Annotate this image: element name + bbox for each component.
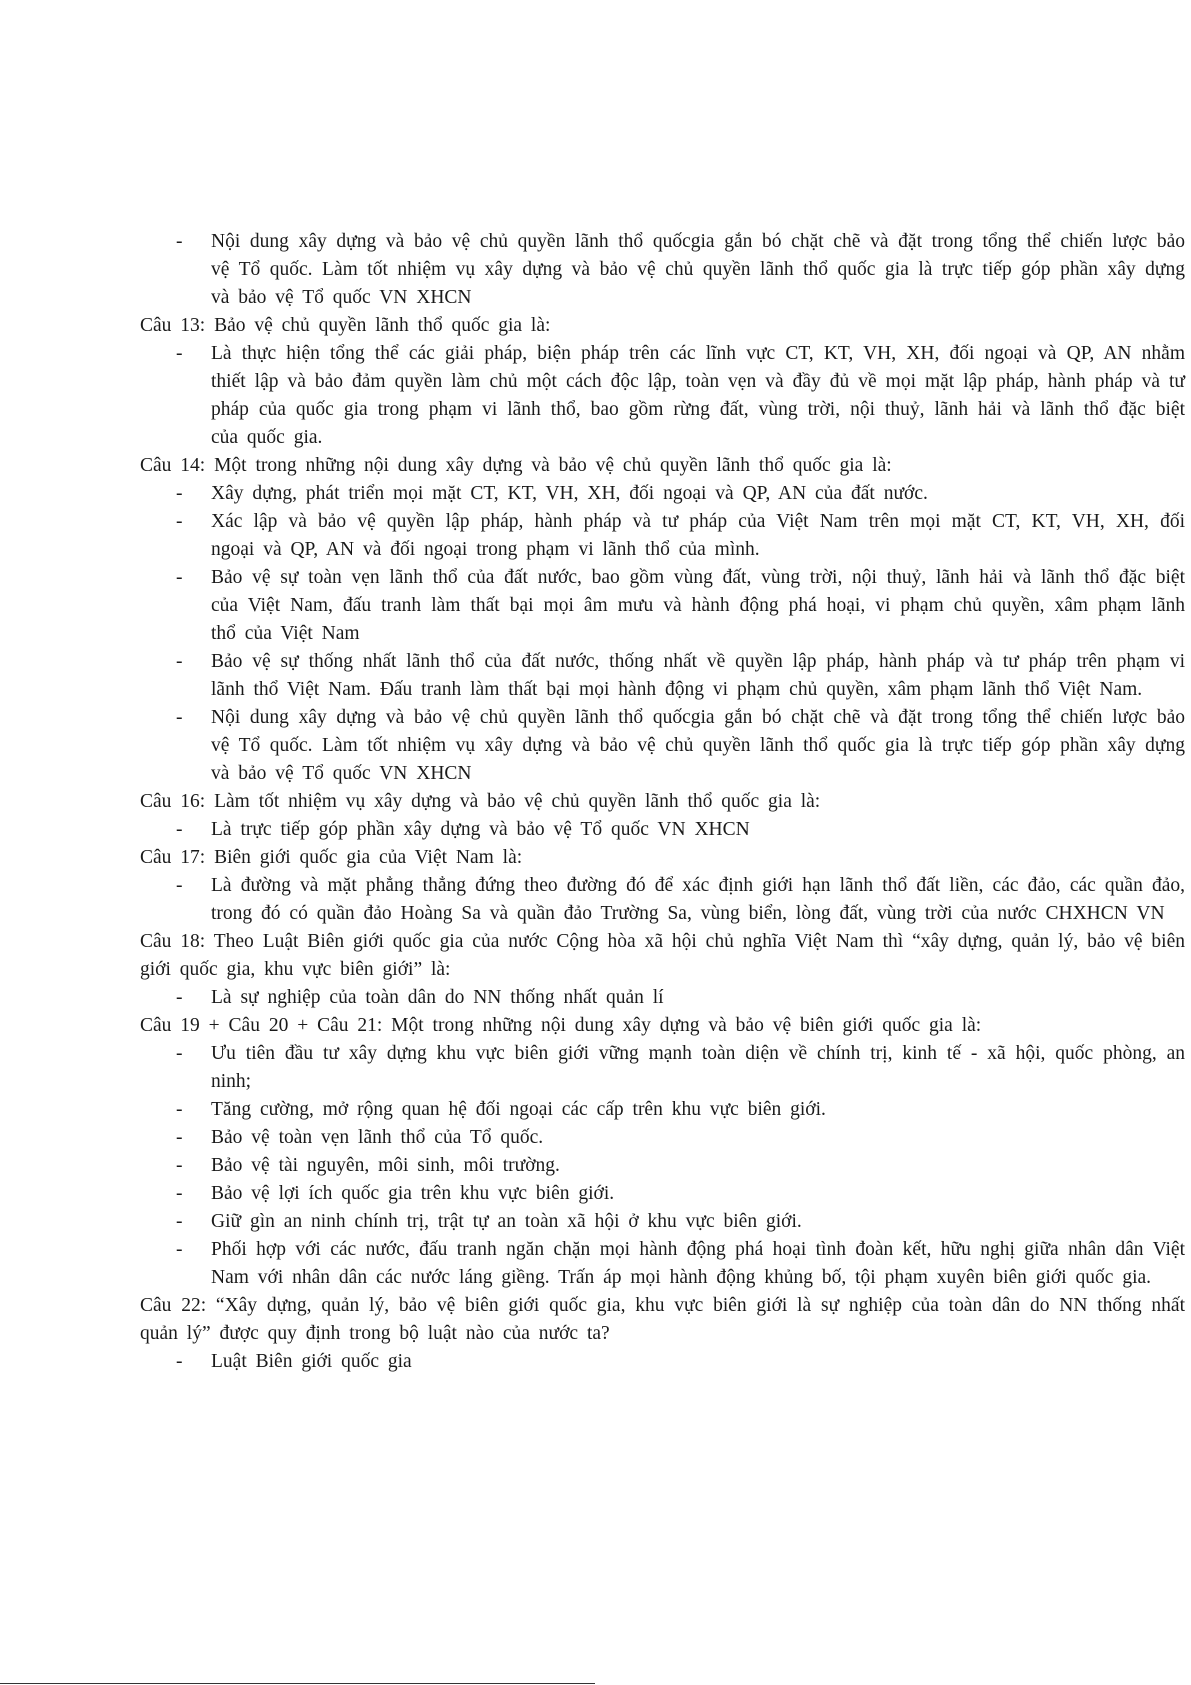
answer-item xyxy=(140,564,1185,648)
bullet-dash: - xyxy=(176,1351,183,1372)
answer-item xyxy=(140,1096,1185,1124)
answer-text: Là thực hiện tổng thể các giải pháp, biện pháp trên các lĩnh vực CT, KT, VH, XH, đối ngoại và QP, AN nhằm thiết lập và bảo đảm quyền làm chủ một cách độc lập, toàn vẹn và đầy đủ về mọi mặt lập pháp, hành pháp và tư pháp của quốc gia trong phạm vi lãnh thổ, bao gồm rừng đất, vùng trời, nội thuỷ, lãnh hải và lãnh thổ đặc biệt của quốc gia. xyxy=(211,343,1185,448)
document-body xyxy=(140,228,1185,1376)
bullet-dash: - xyxy=(176,1099,183,1120)
question-heading: Câu 14: Một trong những nội dung xây dựng và bảo vệ chủ quyền lãnh thổ quốc gia là: xyxy=(140,455,892,476)
bullet-dash: - xyxy=(176,1183,183,1204)
answer-text: Luật Biên giới quốc gia xyxy=(211,1351,412,1372)
answer-item xyxy=(140,1348,1185,1376)
bullet-dash: - xyxy=(176,819,183,840)
question-heading: Câu 13: Bảo vệ chủ quyền lãnh thổ quốc gia là: xyxy=(140,315,551,336)
bullet-dash: - xyxy=(176,987,183,1008)
answer-item xyxy=(140,984,1185,1012)
answer-text: Phối hợp với các nước, đấu tranh ngăn chặn mọi hành động phá hoại tình đoàn kết, hữu nghị giữa nhân dân Việt Nam với nhân dân các nước láng giềng. Trấn áp mọi hành động khủng bố, tội phạm xuyên biên giới quốc gia. xyxy=(211,1239,1185,1288)
question-heading: Câu 18: Theo Luật Biên giới quốc gia của nước Cộng hòa xã hội chủ nghĩa Việt Nam thì “xây dựng, quản lý, bảo vệ biên giới quốc gia, khu vực biên giới” là: xyxy=(140,931,1185,980)
bullet-dash: - xyxy=(176,1127,183,1148)
question-heading: Câu 19 + Câu 20 + Câu 21: Một trong những nội dung xây dựng và bảo vệ biên giới quốc gia là: xyxy=(140,1015,982,1036)
answer-text: Bảo vệ lợi ích quốc gia trên khu vực biên giới. xyxy=(211,1183,615,1204)
bullet-dash: - xyxy=(176,875,183,896)
answer-text: Là trực tiếp góp phần xây dựng và bảo vệ Tổ quốc VN XHCN xyxy=(211,819,750,840)
answer-text: Là sự nghiệp của toàn dân do NN thống nhất quản lí xyxy=(211,987,664,1008)
answer-text: Bảo vệ tài nguyên, môi sinh, môi trường. xyxy=(211,1155,560,1176)
question-heading: Câu 22: “Xây dựng, quản lý, bảo vệ biên giới quốc gia, khu vực biên giới là sự nghiệp của toàn dân do NN thống nhất quản lý” được quy định trong bộ luật nào của nước ta? xyxy=(140,1295,1185,1344)
bullet-dash: - xyxy=(176,483,183,504)
question-heading: Câu 16: Làm tốt nhiệm vụ xây dựng và bảo vệ chủ quyền lãnh thổ quốc gia là: xyxy=(140,791,821,812)
answer-item xyxy=(140,340,1185,452)
answer-text: Giữ gìn an ninh chính trị, trật tự an toàn xã hội ở khu vực biên giới. xyxy=(211,1211,802,1232)
bullet-dash: - xyxy=(176,231,183,252)
answer-text: Bảo vệ sự thống nhất lãnh thổ của đất nước, thống nhất về quyền lập pháp, hành pháp và tư pháp trên phạm vi lãnh thổ Việt Nam. Đấu tranh làm thất bại mọi hành động vi phạm chủ quyền, xâm phạm lãnh thổ Việt Nam. xyxy=(211,651,1185,700)
answer-item xyxy=(140,228,1185,312)
answer-text: Bảo vệ toàn vẹn lãnh thổ của Tổ quốc. xyxy=(211,1127,544,1148)
footnote-divider xyxy=(0,1683,595,1684)
bullet-dash: - xyxy=(176,1239,183,1260)
answer-item xyxy=(140,816,1185,844)
answer-item xyxy=(140,508,1185,564)
answer-item xyxy=(140,1040,1185,1096)
answer-text: Tăng cường, mở rộng quan hệ đối ngoại các cấp trên khu vực biên giới. xyxy=(211,1099,826,1120)
bullet-dash: - xyxy=(176,707,183,728)
answer-text: Ưu tiên đầu tư xây dựng khu vực biên giới vững mạnh toàn diện về chính trị, kinh tế - xã hội, quốc phòng, an ninh; xyxy=(211,1043,1185,1092)
answer-item xyxy=(140,1180,1185,1208)
bullet-dash: - xyxy=(176,343,183,364)
answer-text: Nội dung xây dựng và bảo vệ chủ quyền lãnh thổ quốcgia gắn bó chặt chẽ và đặt trong tổng thể chiến lược bảo vệ Tổ quốc. Làm tốt nhiệm vụ xây dựng và bảo vệ chủ quyền lãnh thổ quốc gia là trực tiếp góp phần xây dựng và bảo vệ Tổ quốc VN XHCN xyxy=(211,231,1185,308)
answer-text: Bảo vệ sự toàn vẹn lãnh thổ của đất nước, bao gồm vùng đất, vùng trời, nội thuỷ, lãnh hải và lãnh thổ đặc biệt của Việt Nam, đấu tranh làm thất bại mọi âm mưu và hành động phá hoại, vi phạm chủ quyền, xâm phạm lãnh thổ của Việt Nam xyxy=(211,567,1185,644)
bullet-dash: - xyxy=(176,567,183,588)
answer-item xyxy=(140,872,1185,928)
answer-text: Xác lập và bảo vệ quyền lập pháp, hành pháp và tư pháp của Việt Nam trên mọi mặt CT, KT, VH, XH, đối ngoại và QP, AN và đối ngoại trong phạm vi lãnh thổ của mình. xyxy=(211,511,1185,560)
answer-text: Xây dựng, phát triển mọi mặt CT, KT, VH, XH, đối ngoại và QP, AN của đất nước. xyxy=(211,483,928,504)
bullet-dash: - xyxy=(176,1211,183,1232)
answer-item xyxy=(140,480,1185,508)
answer-item xyxy=(140,648,1185,704)
question-heading: Câu 17: Biên giới quốc gia của Việt Nam là: xyxy=(140,847,523,868)
answer-item xyxy=(140,1208,1185,1236)
bullet-dash: - xyxy=(176,651,183,672)
answer-item xyxy=(140,1124,1185,1152)
answer-item xyxy=(140,1152,1185,1180)
answer-text: Là đường và mặt phẳng thẳng đứng theo đường đó để xác định giới hạn lãnh thổ đất liền, các đảo, các quần đảo, trong đó có quần đảo Hoàng Sa và quần đảo Trường Sa, vùng biển, lòng đất, vùng trời của nước CHXHCN VN xyxy=(211,875,1185,924)
answer-item xyxy=(140,704,1185,788)
bullet-dash: - xyxy=(176,1155,183,1176)
answer-text: Nội dung xây dựng và bảo vệ chủ quyền lãnh thổ quốcgia gắn bó chặt chẽ và đặt trong tổng thể chiến lược bảo vệ Tổ quốc. Làm tốt nhiệm vụ xây dựng và bảo vệ chủ quyền lãnh thổ quốc gia là trực tiếp góp phần xây dựng và bảo vệ Tổ quốc VN XHCN xyxy=(211,707,1185,784)
bullet-dash: - xyxy=(176,1043,183,1064)
answer-item xyxy=(140,1236,1185,1292)
bullet-dash: - xyxy=(176,511,183,532)
